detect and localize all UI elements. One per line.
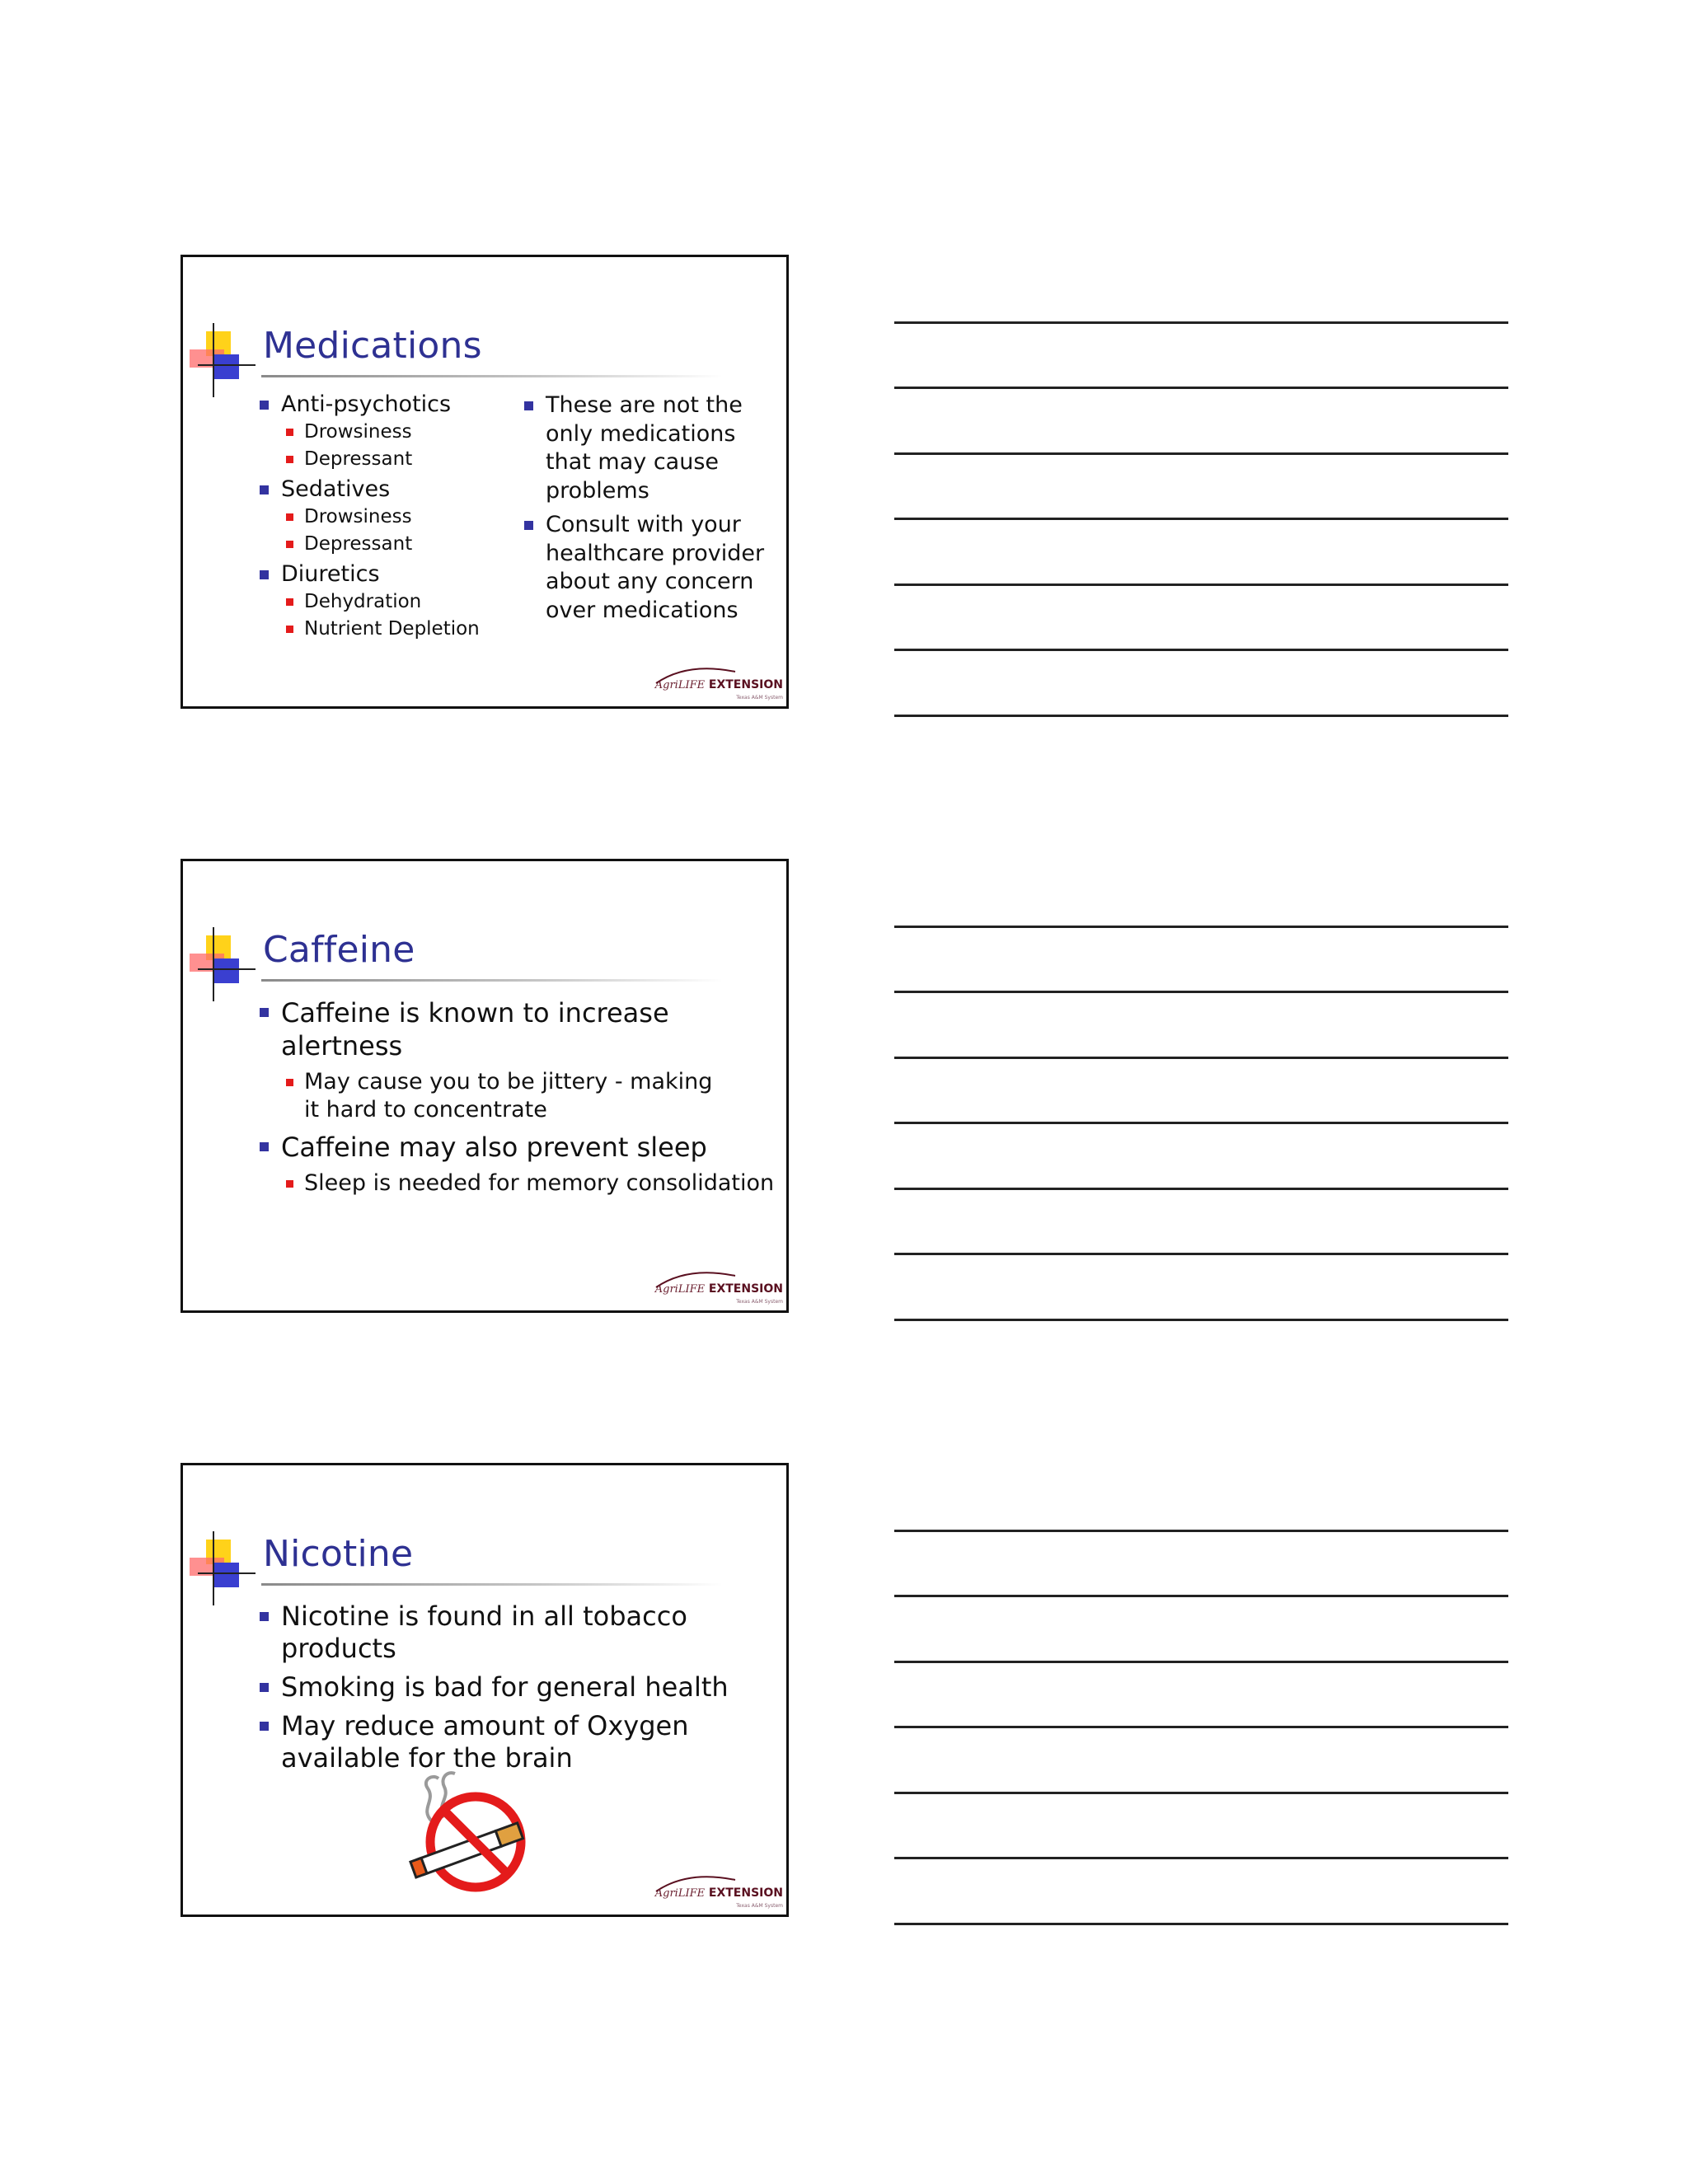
slide-title: Nicotine (263, 1533, 414, 1575)
note-line (894, 1530, 1508, 1532)
slide-title-decoration-icon (190, 927, 264, 1001)
list-item: Diuretics (258, 560, 505, 588)
slide-title-decoration-icon (190, 1531, 264, 1605)
note-line (894, 1792, 1508, 1794)
medication-notes-list (523, 391, 778, 630)
list-item: Sedatives (258, 476, 505, 504)
logo-subtitle: Texas A&M System (736, 695, 783, 701)
note-line (894, 1726, 1508, 1728)
note-line (894, 1319, 1508, 1321)
list-item: Smoking is bad for general health (258, 1671, 785, 1704)
list-item: Caffeine may also prevent sleep (258, 1131, 785, 1164)
caffeine-list (258, 996, 785, 1204)
note-line (894, 715, 1508, 717)
note-line (894, 926, 1508, 928)
note-line (894, 649, 1508, 651)
slide-title: Caffeine (263, 929, 415, 971)
list-subitem: Drowsiness (284, 419, 505, 446)
note-line (894, 1253, 1508, 1255)
logo-wordmark: AgriLIFE EXTENSION (654, 1886, 783, 1900)
agrilife-extension-logo (638, 1274, 786, 1307)
list-subitem: Sleep is needed for memory consolidation (284, 1169, 785, 1197)
list-item: Nicotine is found in all tobacco products (258, 1601, 785, 1665)
logo-wordmark: AgriLIFE EXTENSION (654, 678, 783, 691)
note-line (894, 1661, 1508, 1663)
note-line (894, 1188, 1508, 1190)
nicotine-list (258, 1601, 785, 1781)
logo-subtitle: Texas A&M System (736, 1299, 783, 1305)
title-divider (261, 979, 723, 982)
list-subitem: May cause you to be jittery - making it hard to concentrate (284, 1068, 733, 1124)
note-line (894, 1923, 1508, 1925)
note-line (894, 452, 1508, 455)
no-smoking-icon (399, 1764, 539, 1896)
note-line (894, 991, 1508, 993)
note-line (894, 1857, 1508, 1859)
note-line (894, 387, 1508, 389)
medication-list (258, 391, 505, 643)
title-divider (261, 1583, 723, 1586)
slide-nicotine (181, 1463, 789, 1917)
slide-caffeine (181, 859, 789, 1313)
list-item: Anti-psychotics (258, 391, 505, 419)
slide-title-decoration-icon (190, 323, 264, 397)
list-item: Caffeine is known to increase alertness (258, 996, 785, 1062)
list-subitem: Depressant (284, 531, 505, 558)
agrilife-extension-logo (638, 1878, 786, 1911)
note-line (894, 1595, 1508, 1597)
logo-subtitle: Texas A&M System (736, 1903, 783, 1909)
list-item: May reduce amount of Oxygen available for the brain (258, 1710, 776, 1774)
note-line (894, 518, 1508, 520)
list-item: Consult with your healthcare provider about any concern over medications (523, 511, 778, 625)
slide-title: Medications (263, 325, 482, 367)
title-divider (261, 375, 723, 377)
note-line (894, 321, 1508, 324)
logo-wordmark: AgriLIFE EXTENSION (654, 1282, 783, 1296)
agrilife-extension-logo (638, 670, 786, 703)
list-subitem: Nutrient Depletion (284, 616, 505, 643)
note-line (894, 583, 1508, 586)
note-line (894, 1122, 1508, 1124)
note-line (894, 1057, 1508, 1059)
slide-medications (181, 255, 789, 709)
list-subitem: Depressant (284, 446, 505, 473)
list-subitem: Drowsiness (284, 504, 505, 531)
list-item: These are not the only medications that may cause problems (523, 391, 778, 505)
list-subitem: Dehydration (284, 588, 505, 616)
